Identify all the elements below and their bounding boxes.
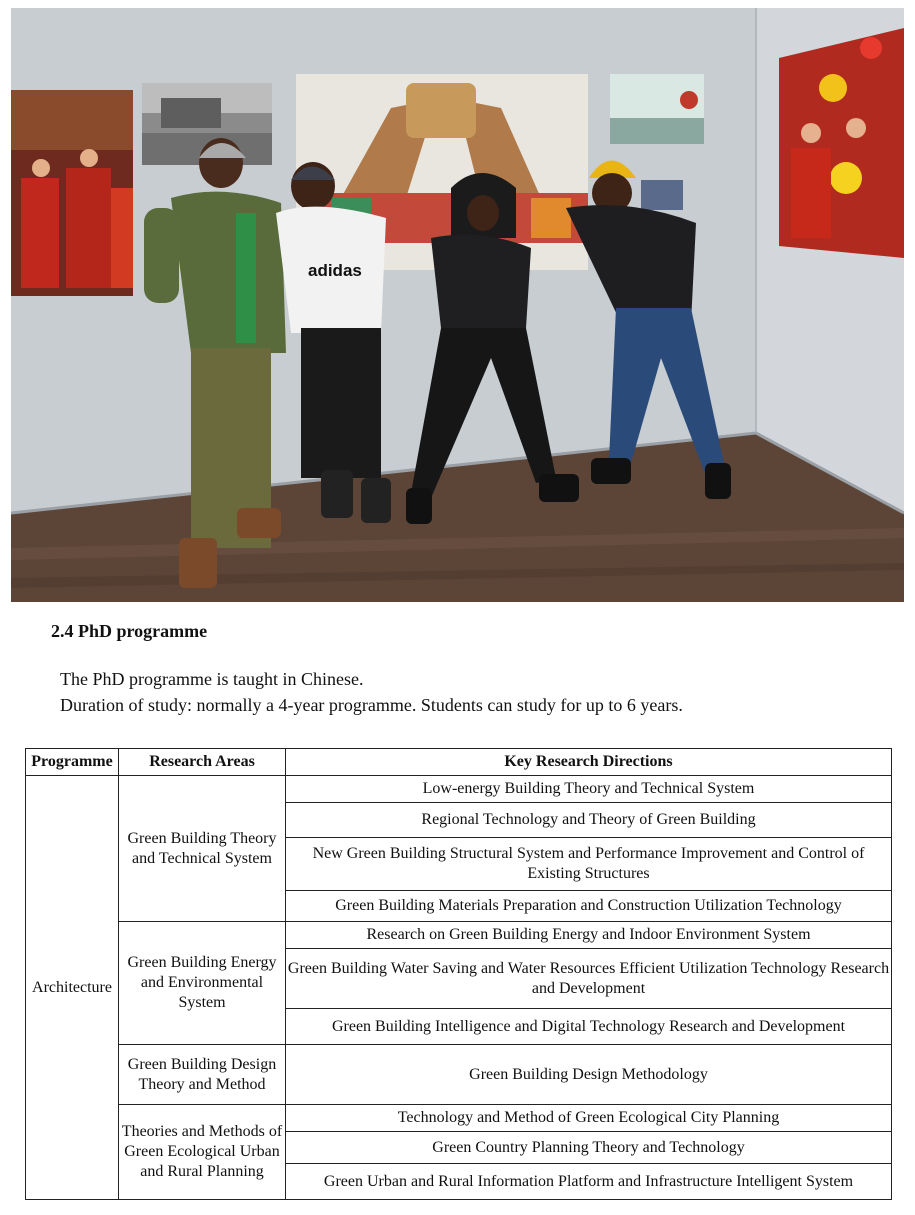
direction-cell: Green Country Planning Theory and Technology xyxy=(286,1132,892,1164)
direction-cell: Technology and Method of Green Ecological City Planning xyxy=(286,1105,892,1132)
exhibition-photo xyxy=(11,8,904,602)
header-programme: Programme xyxy=(26,749,119,776)
research-area-cell: Theories and Methods of Green Ecological Urban and Rural Planning xyxy=(119,1105,286,1200)
wall-artwork-right xyxy=(779,28,904,258)
sweatshirt-logo-text: adidas xyxy=(308,261,362,280)
direction-cell: Research on Green Building Energy and Indoor Environment System xyxy=(286,922,892,949)
research-area-cell: Green Building Energy and Environmental System xyxy=(119,922,286,1045)
table-row xyxy=(26,922,892,949)
table-row xyxy=(26,1045,892,1105)
table-row xyxy=(26,776,892,803)
phd-research-table xyxy=(25,748,892,1200)
research-area-cell: Green Building Design Theory and Method xyxy=(119,1045,286,1105)
photo-illustration xyxy=(11,8,904,602)
section-heading: 2.4 PhD programme xyxy=(51,621,208,641)
direction-cell: Green Building Water Saving and Water Resources Efficient Utilization Technology Research and Development xyxy=(286,949,892,1009)
wall-artwork-left xyxy=(11,90,133,296)
direction-cell: Green Building Intelligence and Digital Technology Research and Development xyxy=(286,1009,892,1045)
wall-artwork-small xyxy=(610,74,704,144)
direction-cell: New Green Building Structural System and Performance Improvement and Control of Existing Structures xyxy=(286,838,892,891)
paragraph-language: The PhD programme is taught in Chinese. xyxy=(60,669,364,689)
paragraph-duration: Duration of study: normally a 4-year programme. Students can study for up to 6 years. xyxy=(60,695,683,715)
header-research-areas: Research Areas xyxy=(119,749,286,776)
direction-cell: Green Building Design Methodology xyxy=(286,1045,892,1105)
header-key-directions: Key Research Directions xyxy=(286,749,892,776)
direction-cell: Low-energy Building Theory and Technical System xyxy=(286,776,892,803)
programme-cell: Architecture xyxy=(26,776,119,1200)
direction-cell: Regional Technology and Theory of Green Building xyxy=(286,803,892,838)
research-area-cell: Green Building Theory and Technical System xyxy=(119,776,286,922)
direction-cell: Green Building Materials Preparation and Construction Utilization Technology xyxy=(286,891,892,922)
table-row xyxy=(26,1105,892,1132)
direction-cell: Green Urban and Rural Information Platform and Infrastructure Intelligent System xyxy=(286,1164,892,1200)
table-header-row xyxy=(26,749,892,776)
